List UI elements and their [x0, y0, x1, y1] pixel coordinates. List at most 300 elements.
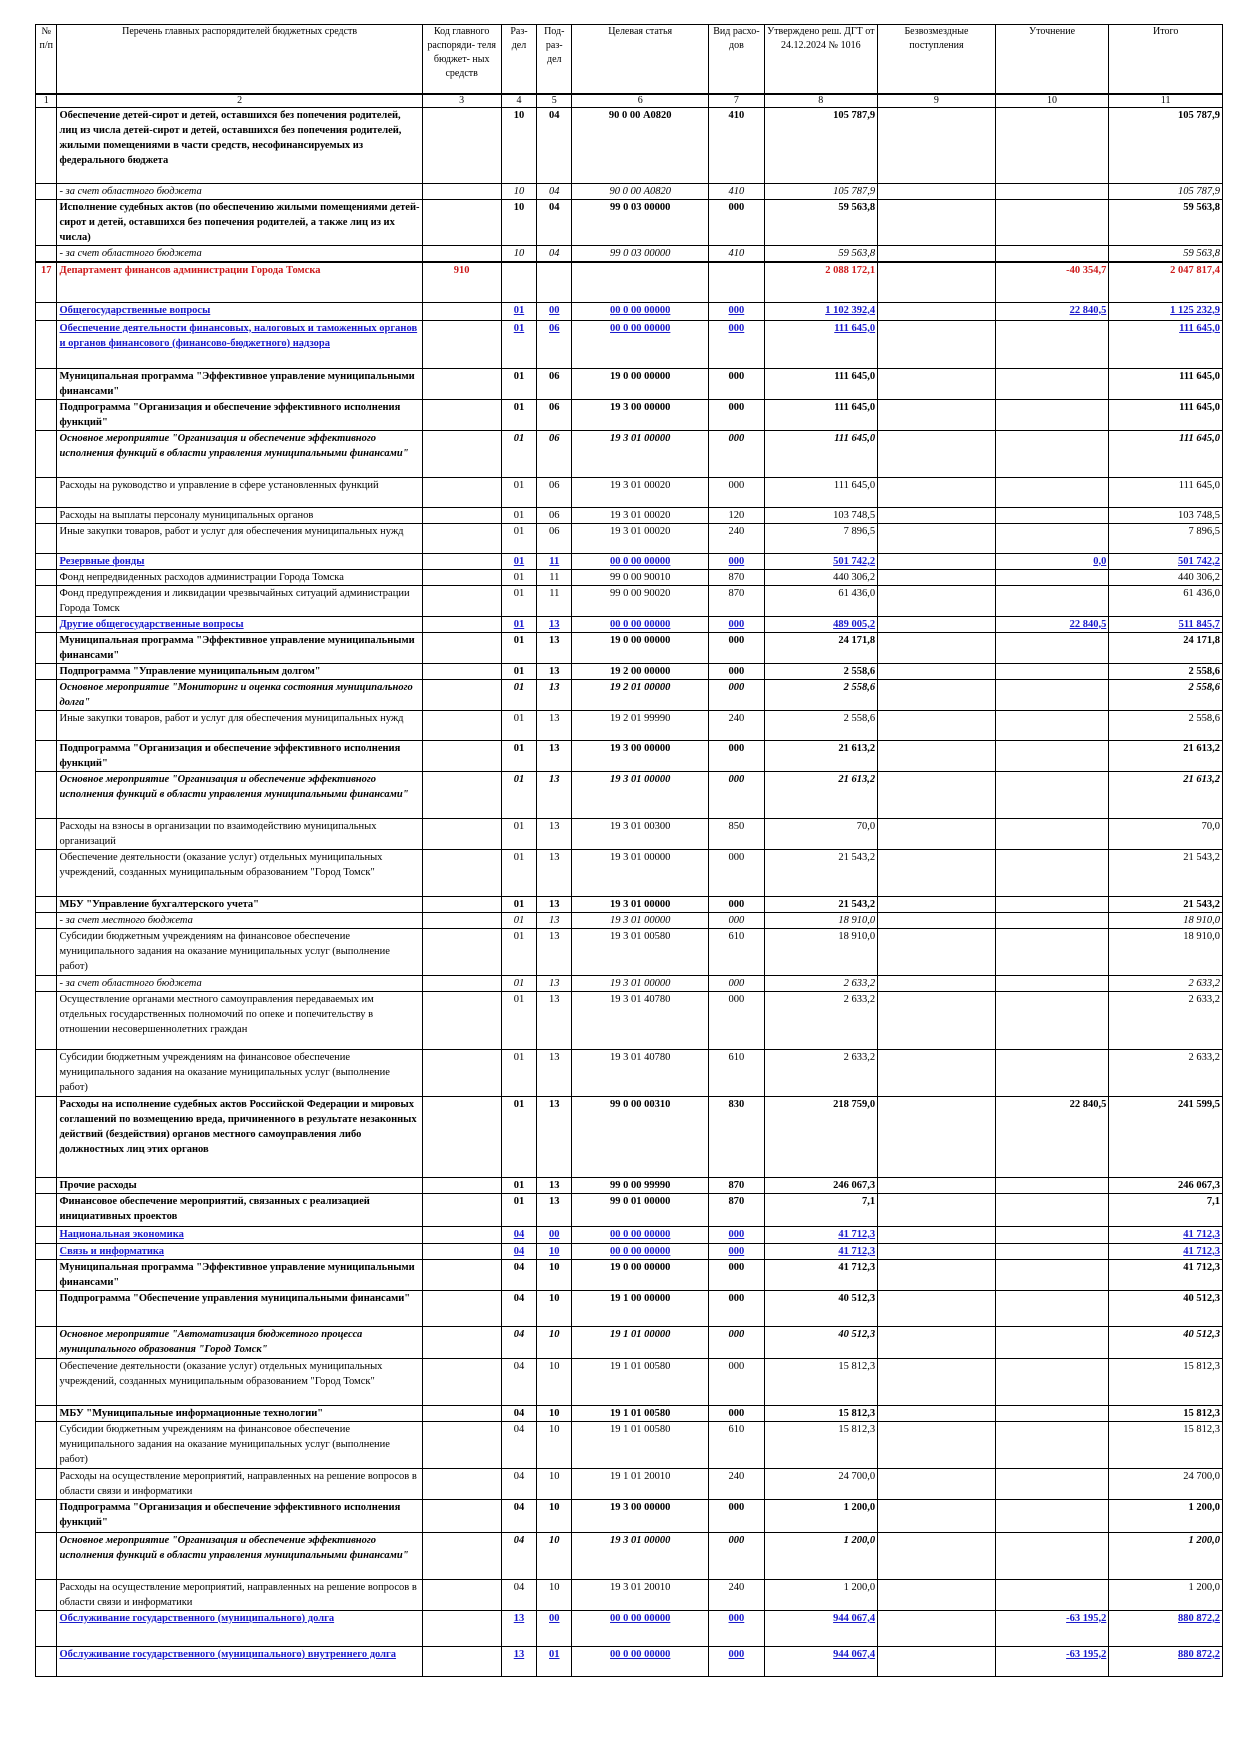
budget-table	[35, 24, 1223, 1677]
row-adjustment	[995, 740, 1109, 771]
table-body	[36, 108, 1223, 1677]
row-expense-type: 000	[709, 320, 764, 368]
row-index	[36, 616, 57, 632]
row-adjustment	[995, 1421, 1109, 1468]
row-expense-type: 000	[709, 553, 764, 569]
table-row	[36, 975, 1223, 991]
row-index	[36, 320, 57, 368]
row-approved: 7,1	[764, 1193, 878, 1226]
row-target-item: 00 0 00 00000	[572, 553, 709, 569]
row-section: 01	[501, 710, 537, 740]
row-subsection: 13	[537, 896, 572, 912]
table-row	[36, 320, 1223, 368]
row-target-item: 19 2 01 99990	[572, 710, 709, 740]
row-grants	[878, 523, 996, 553]
row-grants	[878, 1096, 996, 1177]
row-index	[36, 710, 57, 740]
row-grants	[878, 1259, 996, 1290]
row-approved: 111 645,0	[764, 368, 878, 399]
row-grants	[878, 1049, 996, 1096]
row-section: 01	[501, 368, 537, 399]
row-approved: 15 812,3	[764, 1405, 878, 1421]
row-index	[36, 430, 57, 477]
row-name: Расходы на осуществление мероприятий, направленных на решение вопросов в области связи и информатики	[57, 1468, 422, 1499]
row-approved: 59 563,8	[764, 200, 878, 246]
column-number: 10	[995, 94, 1109, 108]
row-main-code	[422, 302, 501, 320]
row-grants	[878, 108, 996, 184]
table-row	[36, 507, 1223, 523]
row-subsection: 13	[537, 740, 572, 771]
row-adjustment: 22 840,5	[995, 616, 1109, 632]
row-adjustment	[995, 507, 1109, 523]
row-total: 241 599,5	[1109, 1096, 1223, 1177]
row-index	[36, 246, 57, 263]
row-target-item: 19 3 01 40780	[572, 991, 709, 1049]
row-expense-type	[709, 262, 764, 302]
row-total: 111 645,0	[1109, 477, 1223, 507]
header-section: Раз- дел	[501, 25, 537, 95]
row-main-code: 910	[422, 262, 501, 302]
row-section: 04	[501, 1405, 537, 1421]
row-grants	[878, 1326, 996, 1358]
row-adjustment	[995, 399, 1109, 430]
row-index	[36, 991, 57, 1049]
row-grants	[878, 320, 996, 368]
row-total: 18 910,0	[1109, 928, 1223, 975]
row-section: 04	[501, 1226, 537, 1243]
row-main-code	[422, 1290, 501, 1326]
row-adjustment	[995, 1226, 1109, 1243]
row-main-code	[422, 663, 501, 679]
row-expense-type: 000	[709, 991, 764, 1049]
row-expense-type: 240	[709, 1579, 764, 1610]
row-adjustment	[995, 663, 1109, 679]
row-total: 7 896,5	[1109, 523, 1223, 553]
row-adjustment	[995, 200, 1109, 246]
row-main-code	[422, 320, 501, 368]
row-index	[36, 399, 57, 430]
row-approved: 218 759,0	[764, 1096, 878, 1177]
table-row	[36, 896, 1223, 912]
row-grants	[878, 200, 996, 246]
column-number: 7	[709, 94, 764, 108]
row-subsection: 06	[537, 477, 572, 507]
row-target-item: 99 0 00 00310	[572, 1096, 709, 1177]
row-name: Фонд непредвиденных расходов администрации Города Томска	[57, 569, 422, 585]
row-subsection: 13	[537, 679, 572, 710]
row-name: Резервные фонды	[57, 553, 422, 569]
row-section: 01	[501, 991, 537, 1049]
row-index	[36, 477, 57, 507]
table-row	[36, 302, 1223, 320]
row-subsection: 13	[537, 849, 572, 896]
row-main-code	[422, 1326, 501, 1358]
row-grants	[878, 1646, 996, 1676]
row-name: МБУ "Муниципальные информационные технологии"	[57, 1405, 422, 1421]
row-section: 01	[501, 928, 537, 975]
row-subsection: 13	[537, 991, 572, 1049]
row-grants	[878, 302, 996, 320]
row-name: Основное мероприятие "Организация и обеспечение эффективного исполнения функций в области управления муниципальными финансами"	[57, 1532, 422, 1579]
row-adjustment	[995, 430, 1109, 477]
column-number: 2	[57, 94, 422, 108]
row-subsection: 06	[537, 430, 572, 477]
row-expense-type: 000	[709, 632, 764, 663]
row-section: 01	[501, 912, 537, 928]
row-total: 15 812,3	[1109, 1421, 1223, 1468]
table-row	[36, 477, 1223, 507]
row-expense-type: 120	[709, 507, 764, 523]
row-target-item: 19 0 00 00000	[572, 368, 709, 399]
row-expense-type: 000	[709, 302, 764, 320]
row-approved: 111 645,0	[764, 320, 878, 368]
row-expense-type: 000	[709, 477, 764, 507]
table-row	[36, 399, 1223, 430]
row-target-item: 19 3 00 00000	[572, 740, 709, 771]
row-name: Расходы на взносы в организации по взаимодействию муниципальных организаций	[57, 818, 422, 849]
row-index	[36, 771, 57, 818]
row-name: Национальная экономика	[57, 1226, 422, 1243]
row-name: Обеспечение деятельности (оказание услуг) отдельных муниципальных учреждений, созданных муниципальным образованием "Город Томск"	[57, 1358, 422, 1405]
row-adjustment	[995, 679, 1109, 710]
row-approved: 24 700,0	[764, 1468, 878, 1499]
row-section: 01	[501, 1049, 537, 1096]
row-name: Подпрограмма "Организация и обеспечение эффективного исполнения функций"	[57, 399, 422, 430]
row-grants	[878, 928, 996, 975]
row-total: 70,0	[1109, 818, 1223, 849]
row-approved: 41 712,3	[764, 1243, 878, 1259]
row-subsection: 13	[537, 1049, 572, 1096]
row-index	[36, 849, 57, 896]
row-adjustment: 0,0	[995, 553, 1109, 569]
row-expense-type: 000	[709, 912, 764, 928]
row-adjustment	[995, 1326, 1109, 1358]
row-total: 24 700,0	[1109, 1468, 1223, 1499]
row-approved: 15 812,3	[764, 1358, 878, 1405]
row-section: 01	[501, 849, 537, 896]
row-expense-type: 610	[709, 1049, 764, 1096]
row-subsection: 04	[537, 200, 572, 246]
row-index	[36, 632, 57, 663]
row-name: Общегосударственные вопросы	[57, 302, 422, 320]
row-subsection: 11	[537, 585, 572, 616]
row-target-item: 19 0 00 00000	[572, 632, 709, 663]
row-target-item: 19 3 00 00000	[572, 399, 709, 430]
row-index	[36, 200, 57, 246]
row-section: 13	[501, 1610, 537, 1646]
table-row	[36, 912, 1223, 928]
row-main-code	[422, 849, 501, 896]
row-section: 01	[501, 399, 537, 430]
row-name: Департамент финансов администрации Города Томска	[57, 262, 422, 302]
row-index	[36, 507, 57, 523]
row-target-item: 19 3 01 00000	[572, 1532, 709, 1579]
row-adjustment	[995, 1499, 1109, 1532]
row-name: Обеспечение детей-сирот и детей, оставшихся без попечения родителей, лиц из числа детей-сирот и детей, оставшихся без попечения родителей, жилыми помещениями в части средств, несофинансируемых из федерального бюджета	[57, 108, 422, 184]
row-grants	[878, 1177, 996, 1193]
row-grants	[878, 1405, 996, 1421]
row-approved: 40 512,3	[764, 1326, 878, 1358]
row-index	[36, 1499, 57, 1532]
row-total: 880 872,2	[1109, 1610, 1223, 1646]
row-index	[36, 1646, 57, 1676]
row-grants	[878, 399, 996, 430]
row-grants	[878, 740, 996, 771]
row-subsection: 13	[537, 928, 572, 975]
row-subsection: 13	[537, 632, 572, 663]
row-expense-type: 870	[709, 569, 764, 585]
row-main-code	[422, 710, 501, 740]
row-section: 01	[501, 740, 537, 771]
row-subsection: 10	[537, 1259, 572, 1290]
row-expense-type: 000	[709, 849, 764, 896]
table-row	[36, 1579, 1223, 1610]
row-index	[36, 585, 57, 616]
row-approved: 61 436,0	[764, 585, 878, 616]
row-subsection: 13	[537, 663, 572, 679]
row-target-item: 19 3 01 00000	[572, 430, 709, 477]
row-adjustment	[995, 1579, 1109, 1610]
row-name: - за счет областного бюджета	[57, 184, 422, 200]
row-adjustment	[995, 710, 1109, 740]
table-row	[36, 200, 1223, 246]
row-main-code	[422, 1610, 501, 1646]
row-name: Основное мероприятие "Организация и обеспечение эффективного исполнения функций в области управления муниципальными финансами"	[57, 771, 422, 818]
row-target-item: 90 0 00 А0820	[572, 184, 709, 200]
row-expense-type: 000	[709, 1259, 764, 1290]
row-subsection: 13	[537, 771, 572, 818]
row-section: 01	[501, 616, 537, 632]
header-target-item: Целевая статья	[572, 25, 709, 95]
row-section: 13	[501, 1646, 537, 1676]
row-main-code	[422, 1499, 501, 1532]
row-subsection: 00	[537, 1226, 572, 1243]
row-grants	[878, 262, 996, 302]
row-main-code	[422, 569, 501, 585]
row-subsection: 11	[537, 553, 572, 569]
row-total: 2 558,6	[1109, 679, 1223, 710]
row-target-item: 19 3 01 00000	[572, 975, 709, 991]
row-adjustment	[995, 975, 1109, 991]
row-subsection: 04	[537, 184, 572, 200]
row-section: 04	[501, 1468, 537, 1499]
row-index	[36, 975, 57, 991]
row-approved: 41 712,3	[764, 1259, 878, 1290]
row-name: Связь и информатика	[57, 1243, 422, 1259]
row-index	[36, 1226, 57, 1243]
row-adjustment	[995, 1177, 1109, 1193]
row-name: - за счет областного бюджета	[57, 975, 422, 991]
column-number-row	[36, 94, 1223, 108]
row-total: 40 512,3	[1109, 1326, 1223, 1358]
row-expense-type: 000	[709, 1499, 764, 1532]
row-grants	[878, 1532, 996, 1579]
table-row	[36, 818, 1223, 849]
row-name: Расходы на руководство и управление в сфере установленных функций	[57, 477, 422, 507]
row-approved: 2 558,6	[764, 663, 878, 679]
row-index	[36, 108, 57, 184]
row-subsection: 13	[537, 1193, 572, 1226]
row-adjustment	[995, 585, 1109, 616]
table-row	[36, 1358, 1223, 1405]
row-subsection: 00	[537, 302, 572, 320]
row-grants	[878, 1193, 996, 1226]
row-name: Субсидии бюджетным учреждениям на финансовое обеспечение муниципального задания на оказание муниципальных услуг (выполнение работ)	[57, 1049, 422, 1096]
row-total: 18 910,0	[1109, 912, 1223, 928]
row-section: 01	[501, 477, 537, 507]
row-expense-type: 000	[709, 1290, 764, 1326]
row-index	[36, 1177, 57, 1193]
row-name: Фонд предупреждения и ликвидации чрезвычайных ситуаций администрации Города Томск	[57, 585, 422, 616]
table-row	[36, 430, 1223, 477]
row-grants	[878, 184, 996, 200]
row-index	[36, 896, 57, 912]
table-row	[36, 1499, 1223, 1532]
row-target-item: 19 1 01 00000	[572, 1326, 709, 1358]
row-expense-type: 000	[709, 616, 764, 632]
row-adjustment	[995, 368, 1109, 399]
row-total: 61 436,0	[1109, 585, 1223, 616]
row-approved: 103 748,5	[764, 507, 878, 523]
row-approved: 59 563,8	[764, 246, 878, 263]
row-total: 15 812,3	[1109, 1405, 1223, 1421]
row-main-code	[422, 771, 501, 818]
row-approved: 1 102 392,4	[764, 302, 878, 320]
row-index	[36, 818, 57, 849]
row-approved: 21 543,2	[764, 849, 878, 896]
row-index	[36, 368, 57, 399]
row-adjustment	[995, 1259, 1109, 1290]
table-row	[36, 928, 1223, 975]
row-subsection: 10	[537, 1326, 572, 1358]
row-name: Муниципальная программа "Эффективное управление муниципальными финансами"	[57, 1259, 422, 1290]
row-target-item: 99 0 00 90020	[572, 585, 709, 616]
row-approved: 18 910,0	[764, 928, 878, 975]
row-grants	[878, 663, 996, 679]
row-index	[36, 569, 57, 585]
row-total: 246 067,3	[1109, 1177, 1223, 1193]
header-expense-type: Вид расхо- дов	[709, 25, 764, 95]
row-approved: 2 088 172,1	[764, 262, 878, 302]
row-index	[36, 523, 57, 553]
row-name: Основное мероприятие "Организация и обеспечение эффективного исполнения функций в области управления муниципальными финансами"	[57, 430, 422, 477]
row-index	[36, 740, 57, 771]
row-target-item: 19 3 01 00000	[572, 896, 709, 912]
table-row	[36, 246, 1223, 263]
row-total: 2 047 817,4	[1109, 262, 1223, 302]
row-index	[36, 1193, 57, 1226]
row-section: 01	[501, 1177, 537, 1193]
table-row	[36, 1610, 1223, 1646]
row-total: 111 645,0	[1109, 399, 1223, 430]
table-row	[36, 1532, 1223, 1579]
row-approved: 944 067,4	[764, 1610, 878, 1646]
table-row	[36, 1177, 1223, 1193]
row-name: Обеспечение деятельности (оказание услуг) отдельных муниципальных учреждений, созданных муниципальным образованием "Город Томск"	[57, 849, 422, 896]
row-approved: 21 613,2	[764, 771, 878, 818]
row-grants	[878, 632, 996, 663]
header-approved: Утверждено реш. ДГТ от 24.12.2024 № 1016	[764, 25, 878, 95]
table-row	[36, 553, 1223, 569]
row-main-code	[422, 1421, 501, 1468]
row-grants	[878, 1610, 996, 1646]
row-total: 1 200,0	[1109, 1499, 1223, 1532]
row-total: 7,1	[1109, 1193, 1223, 1226]
row-target-item: 19 1 01 20010	[572, 1468, 709, 1499]
row-total: 501 742,2	[1109, 553, 1223, 569]
row-main-code	[422, 912, 501, 928]
table-row	[36, 585, 1223, 616]
row-section: 01	[501, 430, 537, 477]
row-section: 01	[501, 1193, 537, 1226]
row-name: МБУ "Управление бухгалтерского учета"	[57, 896, 422, 912]
row-approved: 2 633,2	[764, 975, 878, 991]
row-name: Финансовое обеспечение мероприятий, связанных с реализацией инициативных проектов	[57, 1193, 422, 1226]
row-grants	[878, 1579, 996, 1610]
table-row	[36, 849, 1223, 896]
row-target-item: 90 0 00 А0820	[572, 108, 709, 184]
row-subsection: 04	[537, 246, 572, 263]
table-row	[36, 1096, 1223, 1177]
row-main-code	[422, 523, 501, 553]
row-index	[36, 912, 57, 928]
row-expense-type: 000	[709, 771, 764, 818]
row-section: 01	[501, 975, 537, 991]
row-expense-type: 410	[709, 246, 764, 263]
row-approved: 111 645,0	[764, 399, 878, 430]
row-adjustment	[995, 1468, 1109, 1499]
table-row	[36, 679, 1223, 710]
row-section: 01	[501, 663, 537, 679]
row-expense-type: 240	[709, 1468, 764, 1499]
table-row	[36, 616, 1223, 632]
row-index	[36, 679, 57, 710]
row-total: 2 633,2	[1109, 975, 1223, 991]
row-name: Основное мероприятие "Мониторинг и оценка состояния муниципального долга"	[57, 679, 422, 710]
row-name: Муниципальная программа "Эффективное управление муниципальными финансами"	[57, 368, 422, 399]
row-approved: 111 645,0	[764, 477, 878, 507]
table-row	[36, 108, 1223, 184]
table-row	[36, 632, 1223, 663]
row-expense-type: 870	[709, 585, 764, 616]
row-approved: 15 812,3	[764, 1421, 878, 1468]
column-number: 1	[36, 94, 57, 108]
table-row	[36, 710, 1223, 740]
row-approved: 246 067,3	[764, 1177, 878, 1193]
row-index	[36, 928, 57, 975]
row-adjustment	[995, 569, 1109, 585]
row-name: Основное мероприятие "Автоматизация бюджетного процесса муниципального образования "Город Томск"	[57, 1326, 422, 1358]
row-index	[36, 302, 57, 320]
row-total: 1 200,0	[1109, 1532, 1223, 1579]
row-total: 41 712,3	[1109, 1226, 1223, 1243]
row-section: 04	[501, 1326, 537, 1358]
table-row	[36, 1421, 1223, 1468]
row-target-item: 99 0 03 00000	[572, 200, 709, 246]
row-total: 440 306,2	[1109, 569, 1223, 585]
row-subsection: 10	[537, 1405, 572, 1421]
row-grants	[878, 1290, 996, 1326]
column-number: 5	[537, 94, 572, 108]
row-main-code	[422, 1049, 501, 1096]
row-target-item: 19 2 00 00000	[572, 663, 709, 679]
row-name: Обеспечение деятельности финансовых, налоговых и таможенных органов и органов финансового (финансово-бюджетного) надзора	[57, 320, 422, 368]
row-approved: 2 558,6	[764, 679, 878, 710]
row-adjustment	[995, 1405, 1109, 1421]
row-grants	[878, 896, 996, 912]
row-section: 04	[501, 1290, 537, 1326]
